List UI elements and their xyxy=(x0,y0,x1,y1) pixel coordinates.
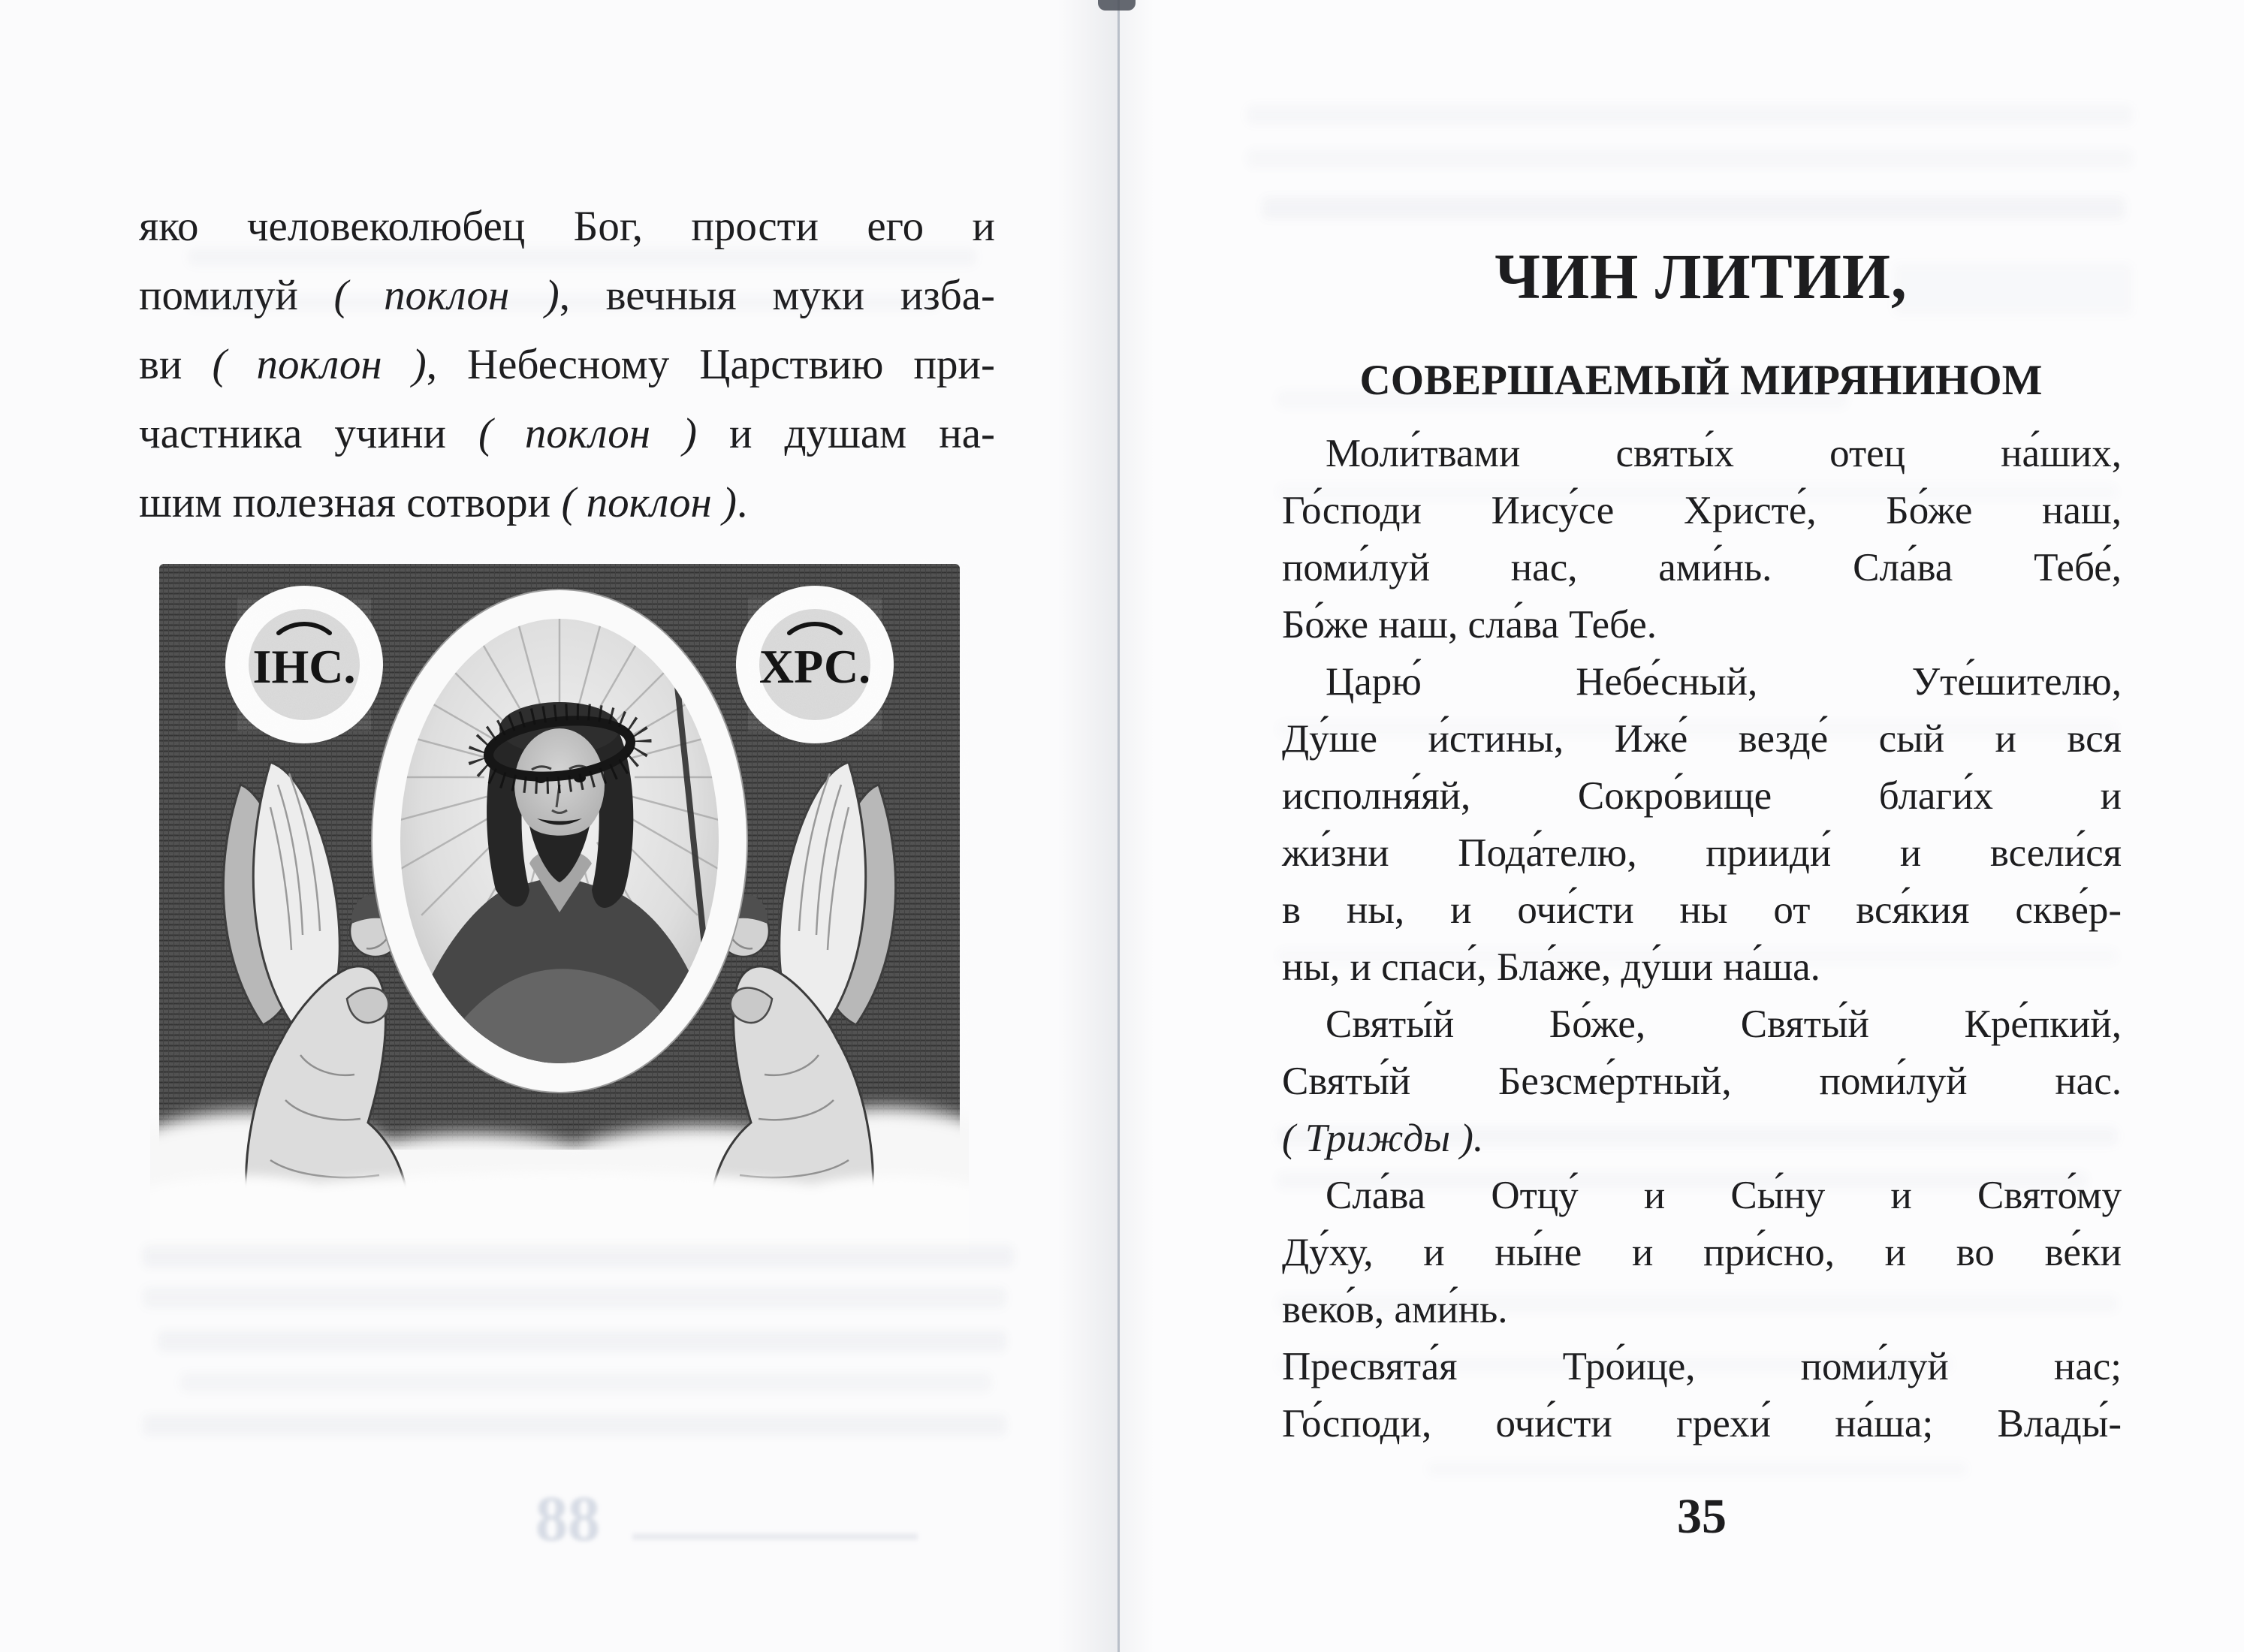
prayer-line: в ны, и очи́сти ны от вся́кия скве́р- xyxy=(1282,888,2122,932)
prayer-line: Го́споди Иису́се Христе́, Бо́же наш, xyxy=(1282,489,2122,532)
prayer-line: Моли́твами святы́х отец на́ших, xyxy=(1326,432,2122,475)
section-subtitle: СОВЕРШАЕМЫЙ МИРЯНИНОМ xyxy=(1359,357,2043,404)
text-run: ви xyxy=(139,341,213,388)
text-run: , Небесному Царствию при- xyxy=(426,341,995,388)
bleedthrough-smudge xyxy=(1247,149,2133,168)
bleedthrough-smudge xyxy=(1277,390,1847,408)
bleedthrough-smudge xyxy=(1247,105,2133,125)
bleedthrough-smudge xyxy=(1262,197,2125,219)
prayer-line: Го́споди, очи́сти грехи́ на́ша; Влады́- xyxy=(1282,1402,2122,1446)
rubric-line: ( Трижды ). xyxy=(1282,1117,1484,1160)
bleedthrough-smudge xyxy=(1277,721,2118,737)
rubric-note: ( поклон ) xyxy=(478,410,697,457)
prayer-line: жи́зни Пода́телю, прииди́ и всели́ся xyxy=(1282,831,2122,875)
ghost-page-number: 88 xyxy=(535,1482,600,1554)
bleedthrough-smudge xyxy=(143,1245,1014,1268)
rubric-note: ( поклон ) xyxy=(561,479,737,526)
engraving-christ-with-angels xyxy=(150,559,969,1254)
bleedthrough-smudge xyxy=(143,1287,1006,1308)
prayer-line: веко́в, ами́нь. xyxy=(1282,1288,1508,1331)
bleedthrough-smudge xyxy=(632,1533,918,1540)
text-run: шим полезная сотвори xyxy=(139,479,562,526)
bleedthrough-smudge xyxy=(1427,1461,1968,1476)
medallion-ihs xyxy=(225,586,383,743)
gutter-shadow xyxy=(1120,0,1154,1652)
prayer-line: Царю́ Небе́сный, Уте́шителю, xyxy=(1326,660,2122,704)
bleedthrough-smudge xyxy=(1277,1126,2118,1146)
bleedthrough-smudge xyxy=(1277,484,2118,500)
bleedthrough-smudge xyxy=(158,1331,1006,1352)
bleedthrough-smudge xyxy=(1277,1295,2118,1313)
left-text-block xyxy=(139,192,995,538)
text-run: яко человеколюбец Бог, прости его и xyxy=(139,203,995,250)
prayer-line: поми́луй нас, ами́нь. Сла́ва Тебе́, xyxy=(1282,546,2122,589)
bleedthrough-smudge xyxy=(1277,1356,1953,1373)
bleedthrough-smudge xyxy=(1893,263,2133,315)
prayer-line: исполня́яй, Сокро́вище благи́х и xyxy=(1282,774,2122,818)
prayer-line: Ду́ше и́стины, Иже́ везде́ сый и вся xyxy=(1282,717,2122,761)
monogram-ihs: ІНС. xyxy=(252,640,356,693)
prayer-line: ны, и спаси́, Бла́же, ду́ши на́ша. xyxy=(1282,945,1820,989)
medallion-xpc xyxy=(736,586,894,743)
text-line xyxy=(139,330,995,399)
bleedthrough-smudge xyxy=(143,1415,1006,1436)
prayer-line: Ду́ху, и ны́не и при́сно, и во ве́ки xyxy=(1282,1231,2122,1274)
prayer-line: Святы́й Бо́же, Святы́й Кре́пкий, xyxy=(1326,1002,2122,1046)
prayer-line: Пресвята́я Тро́ице, поми́луй нас; xyxy=(1282,1345,2122,1388)
text-run: помилуй xyxy=(139,272,334,319)
prayer-line: Сла́ва Отцу́ и Сы́ну и Свято́му xyxy=(1326,1174,2122,1217)
prayer-line: Святы́й Безсме́ртный, поми́луй нас. xyxy=(1282,1060,2122,1103)
bleedthrough-smudge xyxy=(188,248,976,266)
text-run: , вечныя муки изба- xyxy=(559,272,995,319)
section-title: ЧИН ЛИТИИ, xyxy=(1494,240,1908,312)
bleedthrough-smudge xyxy=(1277,948,2118,964)
spine-notch xyxy=(1098,0,1136,11)
text-line xyxy=(139,469,995,538)
text-run: частника учини xyxy=(139,410,478,457)
text-line xyxy=(139,399,995,469)
prayer-line: Бо́же наш, сла́ва Тебе. xyxy=(1282,603,1657,647)
bleedthrough-smudge xyxy=(188,294,939,311)
clouds-front xyxy=(150,1171,969,1254)
gutter-shadow xyxy=(1057,0,1117,1652)
page-number: 35 xyxy=(1677,1489,1727,1544)
rubric-note: ( поклон ) xyxy=(333,272,559,319)
bleedthrough-smudge xyxy=(180,1373,991,1392)
text-run: . xyxy=(737,479,748,526)
monogram-xpc: ХРС. xyxy=(759,640,871,693)
gutter-line xyxy=(1117,0,1120,1652)
rubric-note: ( поклон ) xyxy=(212,341,427,388)
text-run: и душам на- xyxy=(697,410,995,457)
bleedthrough-smudge xyxy=(1277,1171,2088,1189)
